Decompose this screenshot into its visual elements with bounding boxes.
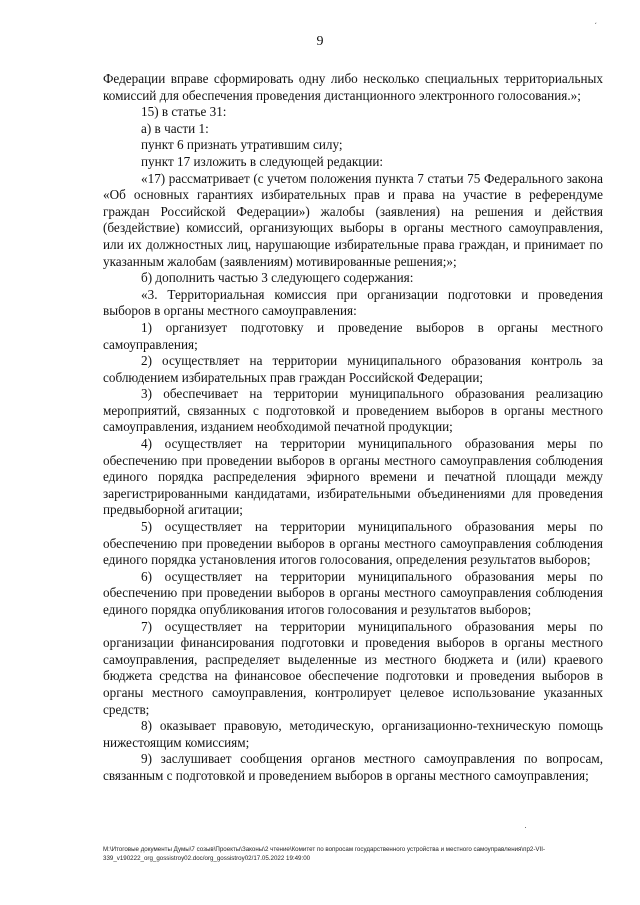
paragraph: 6) осуществляет на территории муниципального образования меры по обеспечению при проведении выборов в органы местного самоуправления соблюдения единого порядка опубликования итогов голосования и результатов выборов; xyxy=(103,568,603,617)
paragraph: 4) осуществляет на территории муниципального образования меры по обеспечению при проведении выборов в органы местного самоуправления соблюдения единого порядка распределения эфирного времени и печатной площади между зарегистрированными кандидатами, избирательными объединениями для проведения предвыборной агитации; xyxy=(103,436,603,518)
paragraph: пункт 17 изложить в следующей редакции: xyxy=(141,153,384,169)
scan-dot-mark: · xyxy=(524,822,527,832)
paragraph: 8) оказывает правовую, методическую, организационно-техническую помощь нижестоящим комиссиям; xyxy=(103,718,603,750)
paragraph: а) в части 1: xyxy=(141,120,209,136)
paragraph: 1) организует подготовку и проведение выборов в органы местного самоуправления; xyxy=(103,319,603,352)
paragraph: 3) обеспечивает на территории муниципального образования реализацию мероприятий, связанных с подготовкой и проведением выборов в органы местного самоуправления, изданием необходимой печатной продукции; xyxy=(103,386,603,435)
paragraph: 9) заслушивает сообщения органов местного самоуправления по вопросам, связанным с подготовкой и проведением выборов в органы местного самоуправления; xyxy=(103,751,603,783)
paragraph: Федерации вправе сформировать одну либо несколько специальных территориальных комиссий для обеспечения проведения дистанционного электронного голосования.»; xyxy=(103,71,603,103)
page-number: 9 xyxy=(316,34,324,49)
paragraph: 15) в статье 31: xyxy=(141,104,227,120)
paragraph: «3. Территориальная комиссия при организации подготовки и проведения выборов в органы местного самоуправления: xyxy=(103,286,603,319)
paragraph: б) дополнить частью 3 следующего содержания: xyxy=(141,270,414,286)
scan-tick-mark: ˏ xyxy=(594,14,597,24)
paragraph: 7) осуществляет на территории муниципального образования меры по организации финансирования подготовки и проведения выборов в органы местного самоуправления, распределяет выделенные из местного бюджета и (или) краевого бюджета средства на финансовое обеспечение подготовки и проведения выборов в органы местного самоуправления, контролирует целевое использование указанных средств; xyxy=(103,618,603,717)
paragraph: 5) осуществляет на территории муниципального образования меры по обеспечению при проведении выборов в органы местного самоуправления соблюдения единого порядка установления итогов голосования, определения результатов выборов; xyxy=(103,519,603,568)
paragraph: 2) осуществляет на территории муниципального образования контроль за соблюдением избирательных прав граждан Российской Федерации; xyxy=(103,353,603,385)
paragraph: пункт 6 признать утратившим силу; xyxy=(141,137,343,153)
paragraph: «17) рассматривает (с учетом положения пункта 7 статьи 75 Федерального закона «Об основных гарантиях избирательных прав и права на участие в референдуме граждан Российской Федерации») жалобы (заявления) на решения и действия (бездействие) комиссий, организующих выборы в органы местного самоуправления, или их должностных лиц, нарушающие избирательные права граждан, и принимает по указанным жалобам (заявлениям) мотивированные решения;»; xyxy=(103,170,603,269)
document-body xyxy=(103,71,603,785)
file-path-footer: М:\Итоговые документы Думы\7 созыв\Проекты\Законы\2 чтение\Комитет по вопросам государственного устройства и местного самоуправления\пр2-VII-339_v190222_org_gossistroy02.doc/org_gossistroy02/17.05.2022 19:49:00 xyxy=(103,846,546,862)
